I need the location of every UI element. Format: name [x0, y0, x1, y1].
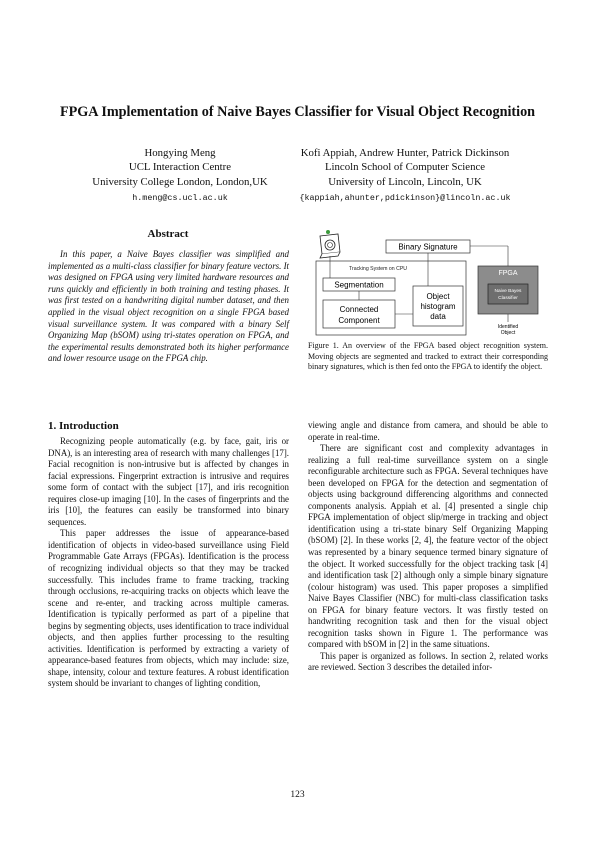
author-block-left [60, 146, 300, 205]
right-column [308, 420, 548, 674]
histogram-label: histogram [420, 302, 456, 311]
figure-caption: Figure 1. An overview of the FPGA based object recognition system. Moving objects are segmented and tracked to extract their corresponding binary signatures, which is then fed onto the FPGA to identify the object. [308, 341, 548, 372]
camera-icon [320, 230, 340, 258]
fpga-label: FPGA [498, 270, 518, 277]
paragraph: This paper is organized as follows. In section 2, related works are reviewed. Section 3 describes the detailed infor- [308, 650, 548, 673]
connected-component-label: Connected [339, 305, 379, 314]
author-affiliation: University of Lincoln, Lincoln, UK [328, 175, 482, 188]
system-overview-figure [308, 226, 548, 341]
abstract-heading: Abstract [147, 228, 189, 240]
author-affiliation: Lincoln School of Computer Science [324, 161, 486, 174]
histogram-label: data [430, 312, 446, 321]
paper-title: FPGA Implementation of Naive Bayes Classifier for Visual Object Recognition [59, 104, 536, 120]
left-column [48, 436, 289, 690]
section-heading: 1. Introduction [48, 420, 119, 432]
paragraph: viewing angle and distance from camera, and should be able to operate in real-time. [308, 420, 548, 442]
paragraph: There are significant cost and complexity advantages in realizing a full real-time surveillance system on a single reconfigurable architecture such as FPGA. Several techniques have been developed on FPGA for the detection and segmentation of objects using background differencing algorithms and connected components analysis. Appiah et al. [4] presented a single chip FPGA implementation of object slip/merge in tracking and object identification using a tri-state binary Self Organizing Mapping (bSOM) [2]. In these works [2, 4], the feature vector of the object was represented by a binary sequence termed binary signature of the object. It worked successfully for the object tracking task [4] and identification task [2] although only a simple binary signature (colour histogram) was used. This paper proposes a simplified Naive Bayes Classifier (NBC) for multi-class classification tasks on FPGA for binary feature vectors. It was firstly tested on handwriting recognition task and then for the visual object recognition tasks shown in Figure 1. The performance was compared with bSOM in [2] in the same situations. [308, 443, 548, 650]
binary-signature-label: Binary Signature [398, 242, 458, 252]
author-email: {kappiah,ahunter,pdickinson}@lincoln.ac.uk [299, 192, 511, 203]
author-name: Kofi Appiah, Andrew Hunter, Patrick Dickinson [300, 147, 510, 159]
author-email: h.meng@cs.ucl.ac.uk [132, 192, 228, 203]
author-affiliation: University College London, London,UK [92, 175, 268, 188]
classifier-label: Classifier [498, 296, 518, 301]
classifier-label: Naive Bayes [494, 289, 522, 294]
histogram-label: Object [426, 292, 450, 301]
paragraph: This paper addresses the issue of appearance-based identification of objects in video-based surveillance using Field Programmable Gate Arrays (FPGAs). Identification is the process of recognizing individual objects so that they may be tracked successfully. This includes frame to frame tracking, tracking through occlusions, re-acquiring tracks on objects which leave the scene and re-enter, and tracking across multiple cameras. Identification is typically performed as part of a pipeline that begins by segmenting objects, uses identification to trace individual objects, and then applies further processing to the resulting activities. Identification is performed by extracting a variety of appearance-based features from objects, which may include: size, shape, intensity, colour and texture features. A robust identification system should be invariant to changes of lighting condition, [48, 528, 289, 689]
identified-object-label: Object [500, 330, 516, 336]
author-block-right [285, 146, 525, 205]
abstract-text: In this paper, a Naive Bayes classifier was simplified and implemented as a multi-class classifier for binary feature vectors. It was designed on FPGA using very limited hardware resources and runs quickly and efficiently in both training and testing phases. It was first tested on a handwriting digital number dataset, and then applied in the visual object recognition on a single FPGA based visual surveillance system. It was compared with a binary Self Organizing Map (bSOM) using tri-states operation on FPGA, and the experimental results demonstrated both its higher performance and lower resource usage on the FPGA chip. [48, 249, 289, 364]
author-name: Hongying Meng [144, 147, 216, 159]
connected-component-label: Component [338, 316, 380, 325]
identified-object-label: Identified [497, 324, 519, 330]
page-number: 123 [290, 790, 305, 800]
paragraph: Recognizing people automatically (e.g. by face, gait, iris or DNA), is an interesting area of research with many challenges [17]. Facial recognition is non-intrusive but is affected by changes in facial expressions. Fingerprint extraction is intrusive and requires some form of contact with the subject [17], and iris recognition requires close-up imaging [10]. In the cases of fingerprints and the iris [10], the features can easily be transformed into binary sequences. [48, 436, 289, 527]
segmentation-label: Segmentation [334, 280, 384, 290]
author-affiliation: UCL Interaction Centre [128, 161, 232, 174]
tracking-system-label: Tracking System on CPU [349, 266, 408, 272]
